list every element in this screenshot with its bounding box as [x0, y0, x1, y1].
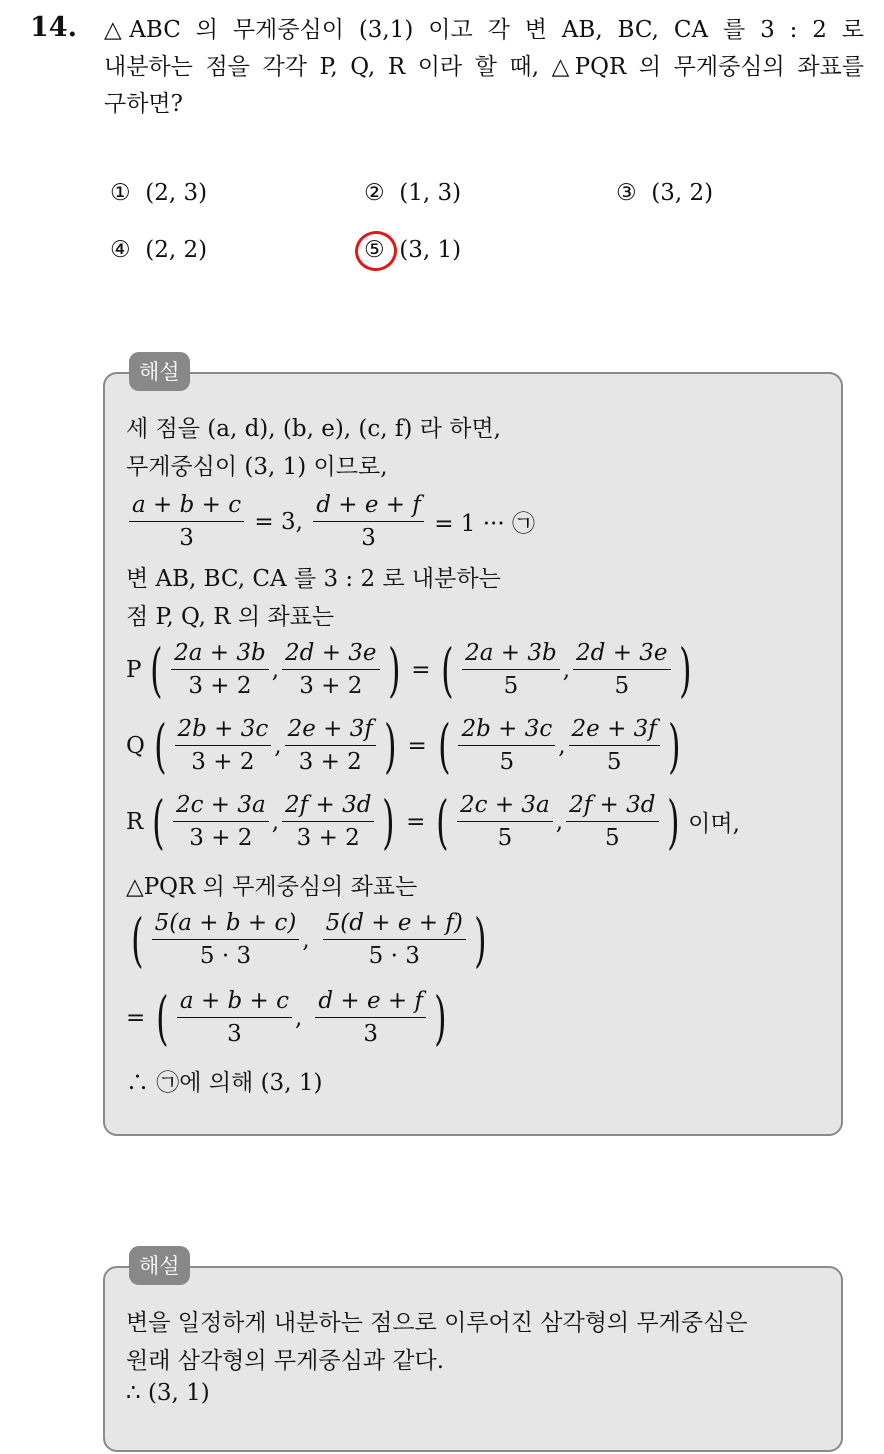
solution1-line-2: 무게중심이 (3, 1) 이므로, [126, 454, 388, 480]
solution-tab-1: 해설 [129, 352, 190, 391]
question-text [104, 12, 864, 123]
solution-tab-2: 해설 [129, 1246, 190, 1285]
choice-1-number: ① [110, 180, 131, 206]
choice-5-number: ⑤ [364, 237, 385, 263]
solution1-line-9: △PQR 의 무게중심의 좌표는 [126, 874, 418, 900]
choice-4-number: ④ [110, 237, 131, 263]
choice-2[interactable] [364, 180, 461, 206]
solution2-line-1: 변을 일정하게 내분하는 점으로 이루어진 삼각형의 무게중심은 [126, 1310, 748, 1336]
choice-2-number: ② [364, 180, 385, 206]
solution1-line-5: 점 P, Q, R 의 좌표는 [126, 604, 335, 630]
solution2-line-2: 원래 삼각형의 무게중심과 같다. [126, 1348, 445, 1374]
solution1-centroid-expression: ( $\frac{5(a + b + c)}{5 \cdot 3}$ , $\frac{5(d + e + f)}{5 \cdot 3}$ ) [131, 905, 487, 974]
question-line-1: △ABC 의 무게중심이 (3,1) 이고 각 변 AB, BC, CA 를 3 : 2 로 [104, 17, 864, 43]
solution1-conclusion: ∴ ㉠에 의해 (3, 1) [126, 1070, 323, 1096]
choice-1[interactable] [110, 180, 207, 206]
solution1-equation-1: $\frac{a + b + c}{3}$ = 3, $\frac{d + e + f}{3}$ = 1 ··· ㉠ [126, 492, 535, 551]
answer-mark-circle [352, 228, 399, 273]
solution1-point-r: R ( $\frac{2c + 3a}{3 + 2}$ , $\frac{2f + 3d}{3 + 2}$ ) = ( $\frac{2c + 3a}{5}$ , $\frac{2f + 3d}{5}$ ) 이며, [126, 787, 740, 856]
choice-1-value: (2, 3) [145, 180, 208, 206]
choice-4[interactable] [110, 237, 207, 263]
choice-3-value: (3, 2) [651, 180, 714, 206]
choice-3[interactable] [616, 180, 713, 206]
choice-5-value: (3, 1) [399, 237, 462, 263]
fraction-abc: $\frac{a + b + c}{3}$ [129, 492, 244, 551]
solution1-point-q: Q ( $\frac{2b + 3c}{3 + 2}$ , $\frac{2e + 3f}{3 + 2}$ ) = ( $\frac{2b + 3c}{5}$ , $\frac{2e + 3f}{5}$ ) [126, 711, 681, 780]
solution1-centroid-simplified: = ( $\frac{a + b + c}{3}$ , $\frac{d + e + f}{3}$ ) [126, 983, 447, 1052]
choice-3-number: ③ [616, 180, 637, 206]
question-number: 14. [30, 12, 77, 43]
solution1-point-p: P ( $\frac{2a + 3b}{3 + 2}$ , $\frac{2d + 3e}{3 + 2}$ ) = ( $\frac{2a + 3b}{5}$ , $\frac{2d + 3e}{5}$ ) [126, 635, 692, 704]
solution1-line-4: 변 AB, BC, CA 를 3 : 2 로 내분하는 [126, 566, 501, 592]
question-line-3: 구하면? [104, 91, 183, 117]
fraction-def: $\frac{d + e + f}{3}$ [313, 492, 424, 551]
solution2-line-3: ∴ (3, 1) [126, 1380, 210, 1406]
question-line-2: 내분하는 점을 각각 P, Q, R 이라 할 때, △PQR 의 무게중심의 좌표를 [104, 54, 864, 80]
choice-2-value: (1, 3) [399, 180, 462, 206]
solution1-line-1: 세 점을 (a, d), (b, e), (c, f) 라 하면, [126, 416, 501, 442]
choice-4-value: (2, 2) [145, 237, 208, 263]
